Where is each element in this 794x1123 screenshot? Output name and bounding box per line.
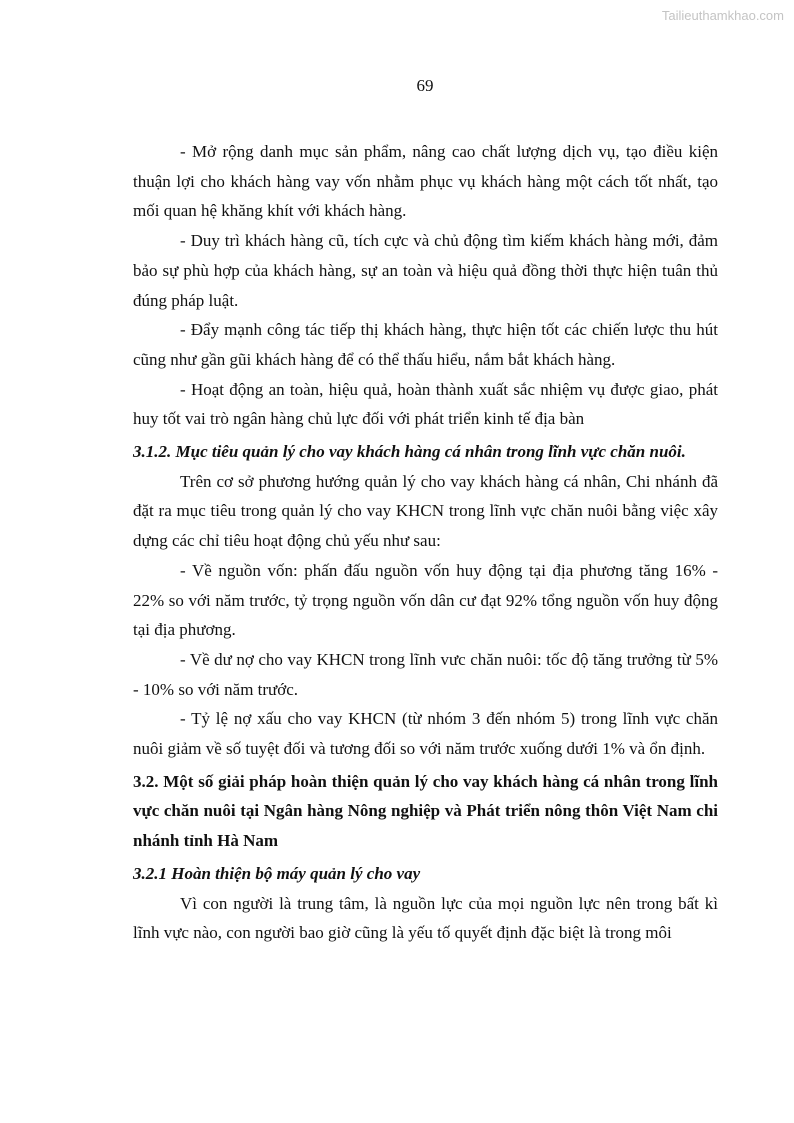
paragraph: Vì con người là trung tâm, là nguồn lực của mọi nguồn lực nên trong bất kì lĩnh vực nào, con người bao giờ cũng là yếu tố quyết định đặc biệt là trong môi (133, 893, 718, 943)
paragraph: - Tỷ lệ nợ xấu cho vay KHCN (từ nhóm 3 đến nhóm 5) trong lĩnh vực chăn nuôi giảm về số tuyệt đối và tương đối so với năm trước xuống dưới 1% và ổn định. (133, 709, 718, 759)
paragraph: - Về dư nợ cho vay KHCN trong lĩnh vưc chăn nuôi: tốc độ tăng trưởng từ 5% - 10% so với năm trước. (133, 649, 718, 699)
page-body (133, 137, 718, 948)
page-number: 69 (416, 76, 434, 95)
paragraph: Trên cơ sở phương hướng quản lý cho vay khách hàng cá nhân, Chi nhánh đã đặt ra mục tiêu trong quản lý cho vay KHCN trong lĩnh vực chăn nuôi bằng việc xây dựng các chỉ tiêu hoạt động chủ yếu như sau: (133, 471, 718, 551)
paragraph: - Mở rộng danh mục sản phẩm, nâng cao chất lượng dịch vụ, tạo điều kiện thuận lợi cho khách hàng vay vốn nhằm phục vụ khách hàng một cách tốt nhất, tạo mối quan hệ khăng khít với khách hàng. (133, 142, 718, 221)
watermark: Tailieuthamkhao.com (661, 8, 784, 23)
paragraph: - Đẩy mạnh công tác tiếp thị khách hàng, thực hiện tốt các chiến lược thu hút cũng như gần gũi khách hàng để có thể thấu hiểu, nắm bắt khách hàng. (133, 320, 718, 369)
section-heading-3-2-1: 3.2.1 Hoàn thiện bộ máy quản lý cho vay (133, 863, 421, 883)
paragraph: - Hoạt động an toàn, hiệu quả, hoàn thành xuất sắc nhiệm vụ được giao, phát huy tốt vai trò ngân hàng chủ lực đối với phát triển kinh tế địa bàn (133, 379, 718, 429)
section-heading-3-2: 3.2. Một số giải pháp hoàn thiện quản lý cho vay khách hàng cá nhân trong lĩnh vực chăn nuôi tại Ngân hàng Nông nghiệp và Phát triển nông thôn Việt Nam chi nhánh tỉnh Hà Nam (133, 771, 718, 851)
section-heading-3-1-2: 3.1.2. Mục tiêu quản lý cho vay khách hàng cá nhân trong lĩnh vực chăn nuôi. (133, 442, 686, 462)
paragraph: - Duy trì khách hàng cũ, tích cực và chủ động tìm kiếm khách hàng mới, đảm bảo sự phù hợp của khách hàng, sự an toàn và hiệu quả đồng thời thực hiện tuân thủ đúng pháp luật. (133, 231, 718, 310)
paragraph: - Về nguồn vốn: phấn đấu nguồn vốn huy động tại địa phương tăng 16% - 22% so với năm trước, tỷ trọng nguồn vốn dân cư đạt 92% tổng nguồn vốn huy động tại địa phương. (133, 560, 718, 640)
